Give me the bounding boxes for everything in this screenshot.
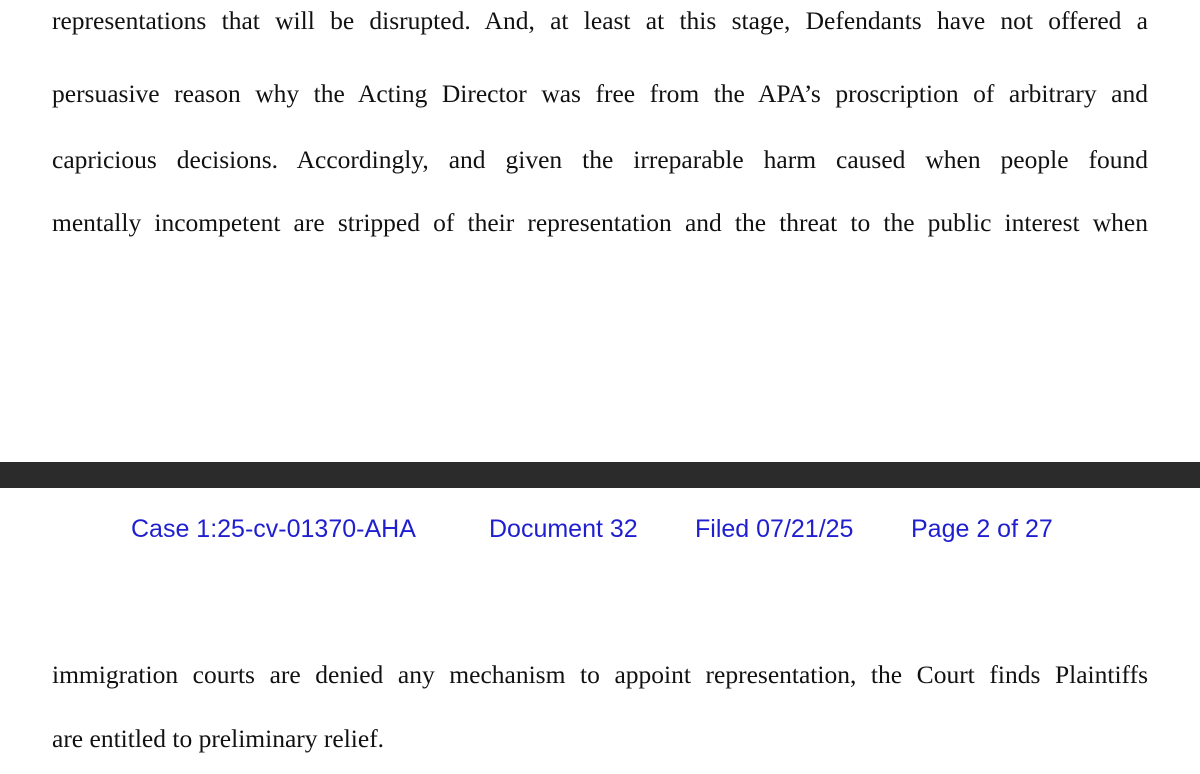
body-text-line: immigration courts are denied any mechanism to appoint representation, the Court finds Plaintiffs	[52, 660, 1148, 689]
page-separator	[0, 462, 1200, 488]
document-page-lower	[0, 488, 1200, 774]
document-number: Document 32	[489, 515, 638, 543]
case-header	[0, 512, 1200, 546]
case-number: Case 1:25-cv-01370-AHA	[131, 515, 416, 543]
body-text-line: are entitled to preliminary relief.	[52, 724, 385, 753]
body-text-line: persuasive reason why the Acting Director was free from the APA’s proscription of arbitrary and	[52, 79, 1148, 108]
page-number: Page 2 of 27	[911, 515, 1053, 543]
body-text-line: representations that will be disrupted. And, at least at this stage, Defendants have not offered a	[52, 6, 1148, 35]
filed-date: Filed 07/21/25	[695, 515, 854, 543]
body-text-line: capricious decisions. Accordingly, and given the irreparable harm caused when people found	[52, 145, 1148, 174]
body-text-line: mentally incompetent are stripped of their representation and the threat to the public interest when	[52, 208, 1148, 237]
